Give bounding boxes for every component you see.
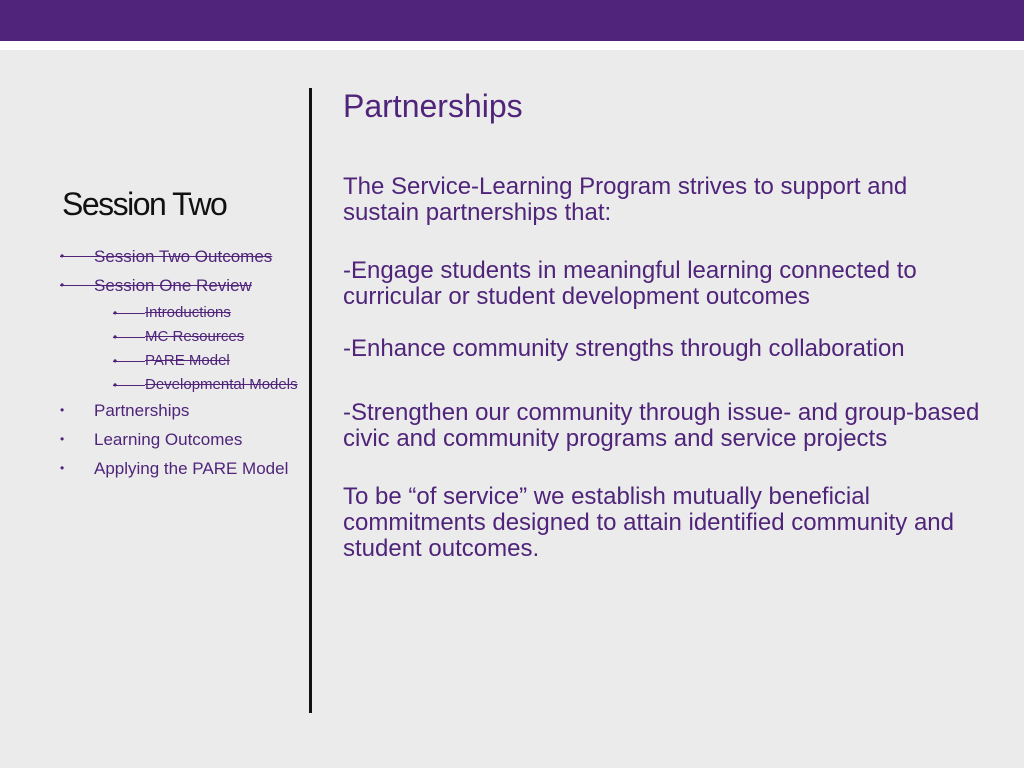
- strike-line: [60, 285, 94, 286]
- slide-body: [343, 174, 983, 562]
- point-strengthen-community: -Strengthen our community through issue- and group-based civic and community programs and service projects: [343, 399, 980, 452]
- vertical-divider: [309, 88, 312, 713]
- closing-paragraph: To be “of service” we establish mutually beneficial commitments designed to attain identified community and student outcomes.: [343, 483, 954, 562]
- outline-item-label: PARE Model: [145, 352, 230, 369]
- top-banner-gap: [0, 41, 1024, 50]
- outline-item-label: Session Two Outcomes: [94, 247, 273, 266]
- outline-item-applying-pare-model: [60, 457, 300, 480]
- point-enhance-community: -Enhance community strengths through collaboration: [343, 335, 905, 362]
- outline-item-label: Session One Review: [94, 276, 252, 295]
- outline-item-label: Applying the PARE Model: [94, 459, 289, 478]
- outline-item-introductions: [60, 303, 300, 323]
- bullet-icon: •: [60, 461, 65, 475]
- bullet-icon: •: [60, 403, 65, 417]
- bullet-icon: •: [60, 432, 65, 446]
- strike-line: [113, 361, 145, 362]
- point-engage-students: -Engage students in meaningful learning connected to curricular or student development outcomes: [343, 257, 917, 310]
- strike-line: [113, 385, 145, 386]
- outline-item-label: Introductions: [145, 304, 231, 321]
- outline-item-learning-outcomes: [60, 428, 300, 451]
- outline-item-mc-resources: [60, 327, 300, 347]
- outline-item-label: MC Resources: [145, 328, 245, 345]
- strike-line: [113, 313, 145, 314]
- outline-item-partnerships: [60, 399, 300, 422]
- outline-item-session-one-review: [60, 274, 300, 297]
- outline-item-session-two-outcomes: [60, 245, 300, 268]
- intro-paragraph: The Service-Learning Program strives to support and sustain partnerships that:: [343, 173, 908, 226]
- outline-item-label: Learning Outcomes: [94, 430, 243, 449]
- top-banner: [0, 0, 1024, 41]
- session-outline: [60, 245, 300, 486]
- slide-title: Partnerships: [343, 88, 523, 124]
- strike-line: [60, 256, 94, 257]
- outline-item-label: Developmental Models: [145, 376, 298, 393]
- outline-item-pare-model: [60, 351, 300, 371]
- outline-item-developmental-models: [60, 375, 300, 395]
- outline-item-label: Partnerships: [94, 401, 190, 420]
- session-title: Session Two: [62, 186, 227, 222]
- strike-line: [113, 337, 145, 338]
